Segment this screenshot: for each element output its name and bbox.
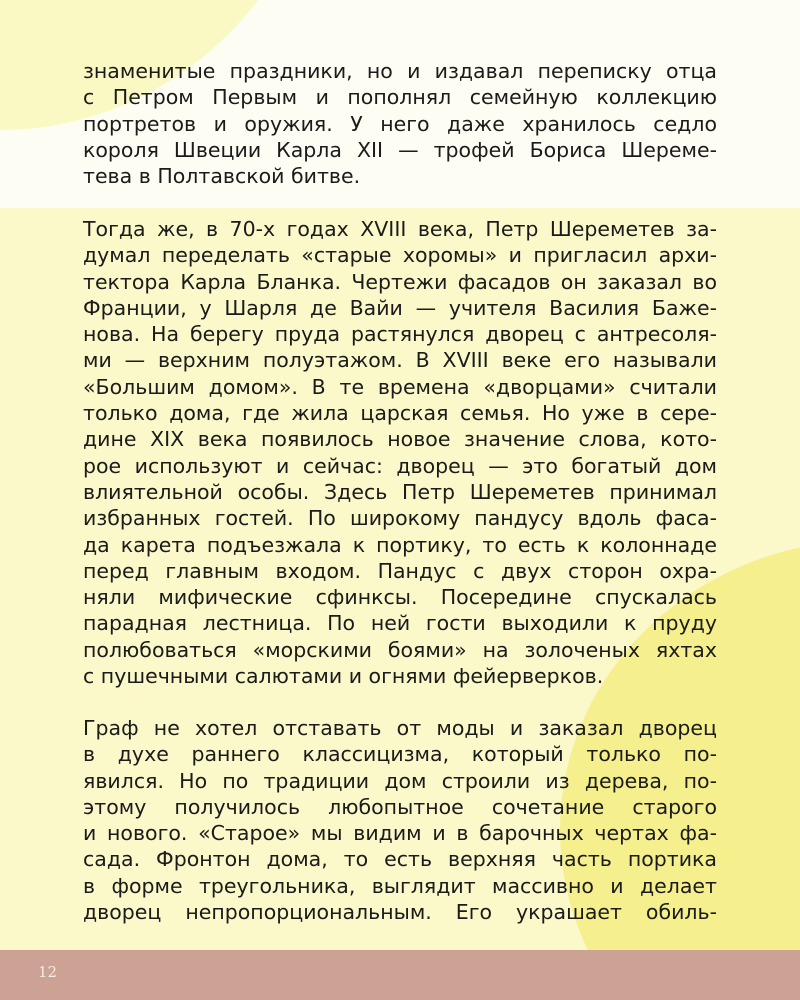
text-line: нова. На берегу пруда растянулся дворец с антресоля-: [83, 322, 717, 347]
text-line: рое используют и сейчас: дворец — это богатый дом: [83, 453, 717, 478]
page-footer-band: [0, 950, 800, 1000]
paragraph-2: [83, 216, 717, 689]
page-number: 12: [38, 963, 58, 981]
text-line: портретов и оружия. У него даже хранилось седло: [83, 111, 717, 136]
text-line: избранных гостей. По широкому пандусу вдоль фаса-: [83, 506, 717, 531]
text-line: тева в Полтавской битве.: [83, 164, 361, 189]
text-line: перед главным входом. Пандус с двух сторон охра-: [83, 558, 717, 583]
text-line: Граф не хотел отставать от моды и заказал дворец: [83, 716, 717, 740]
text-line: «Большим домом». В те времена «дворцами» считали: [83, 374, 717, 399]
text-line: ми — верхним полуэтажом. В XVIII веке его называли: [83, 348, 717, 373]
text-line: думал переделать «старые хоромы» и пригласил архи-: [83, 243, 717, 268]
text-line: короля Швеции Карла XII — трофей Бориса Шереме-: [83, 137, 717, 162]
text-line: парадная лестница. По ней гости выходили к пруду: [83, 611, 717, 636]
text-line: Тогда же, в 70-х годах XVIII века, Петр Шереметев за-: [83, 217, 717, 241]
text-line: и нового. «Старое» мы видим и в барочных чертах фа-: [83, 821, 717, 846]
paragraph-1: [83, 58, 717, 189]
text-line: с Петром Первым и пополнял семейную коллекцию: [83, 85, 717, 110]
text-line: полюбоваться «морскими боями» на золоченых яхтах: [83, 637, 717, 662]
text-line: только дома, где жила царская семья. Но уже в сере-: [83, 401, 717, 426]
text-line: дине XIX века появилось новое значение слова, кото-: [83, 427, 717, 452]
text-line: знаменитые праздники, но и издавал переписку отца: [83, 59, 717, 83]
text-line: сада. Фронтон дома, то есть верхняя часть портика: [83, 847, 717, 872]
text-line: дворец непропорциональным. Его украшает обиль-: [83, 900, 717, 925]
text-line: да карета подъезжала к портику, то есть к колоннаде: [83, 532, 717, 557]
text-line: этому получилось любопытное сочетание старого: [83, 794, 717, 819]
text-line: Франции, у Шарля де Вайи — учителя Василия Баже-: [83, 295, 717, 320]
paragraph-3: [83, 715, 717, 925]
text-line: явился. Но по традиции дом строили из дерева, по-: [83, 768, 717, 793]
text-line: в духе раннего классицизма, который только по-: [83, 742, 717, 767]
text-line: влиятельной особы. Здесь Петр Шереметев принимал: [83, 479, 717, 504]
text-line: в форме треугольника, выглядит массивно и делает: [83, 873, 717, 898]
text-line: с пушечными салютами и огнями фейерверков.: [83, 664, 604, 689]
text-line: няли мифические сфинксы. Посередине спускалась: [83, 585, 717, 610]
text-line: тектора Карла Бланка. Чертежи фасадов он заказал во: [83, 269, 717, 294]
